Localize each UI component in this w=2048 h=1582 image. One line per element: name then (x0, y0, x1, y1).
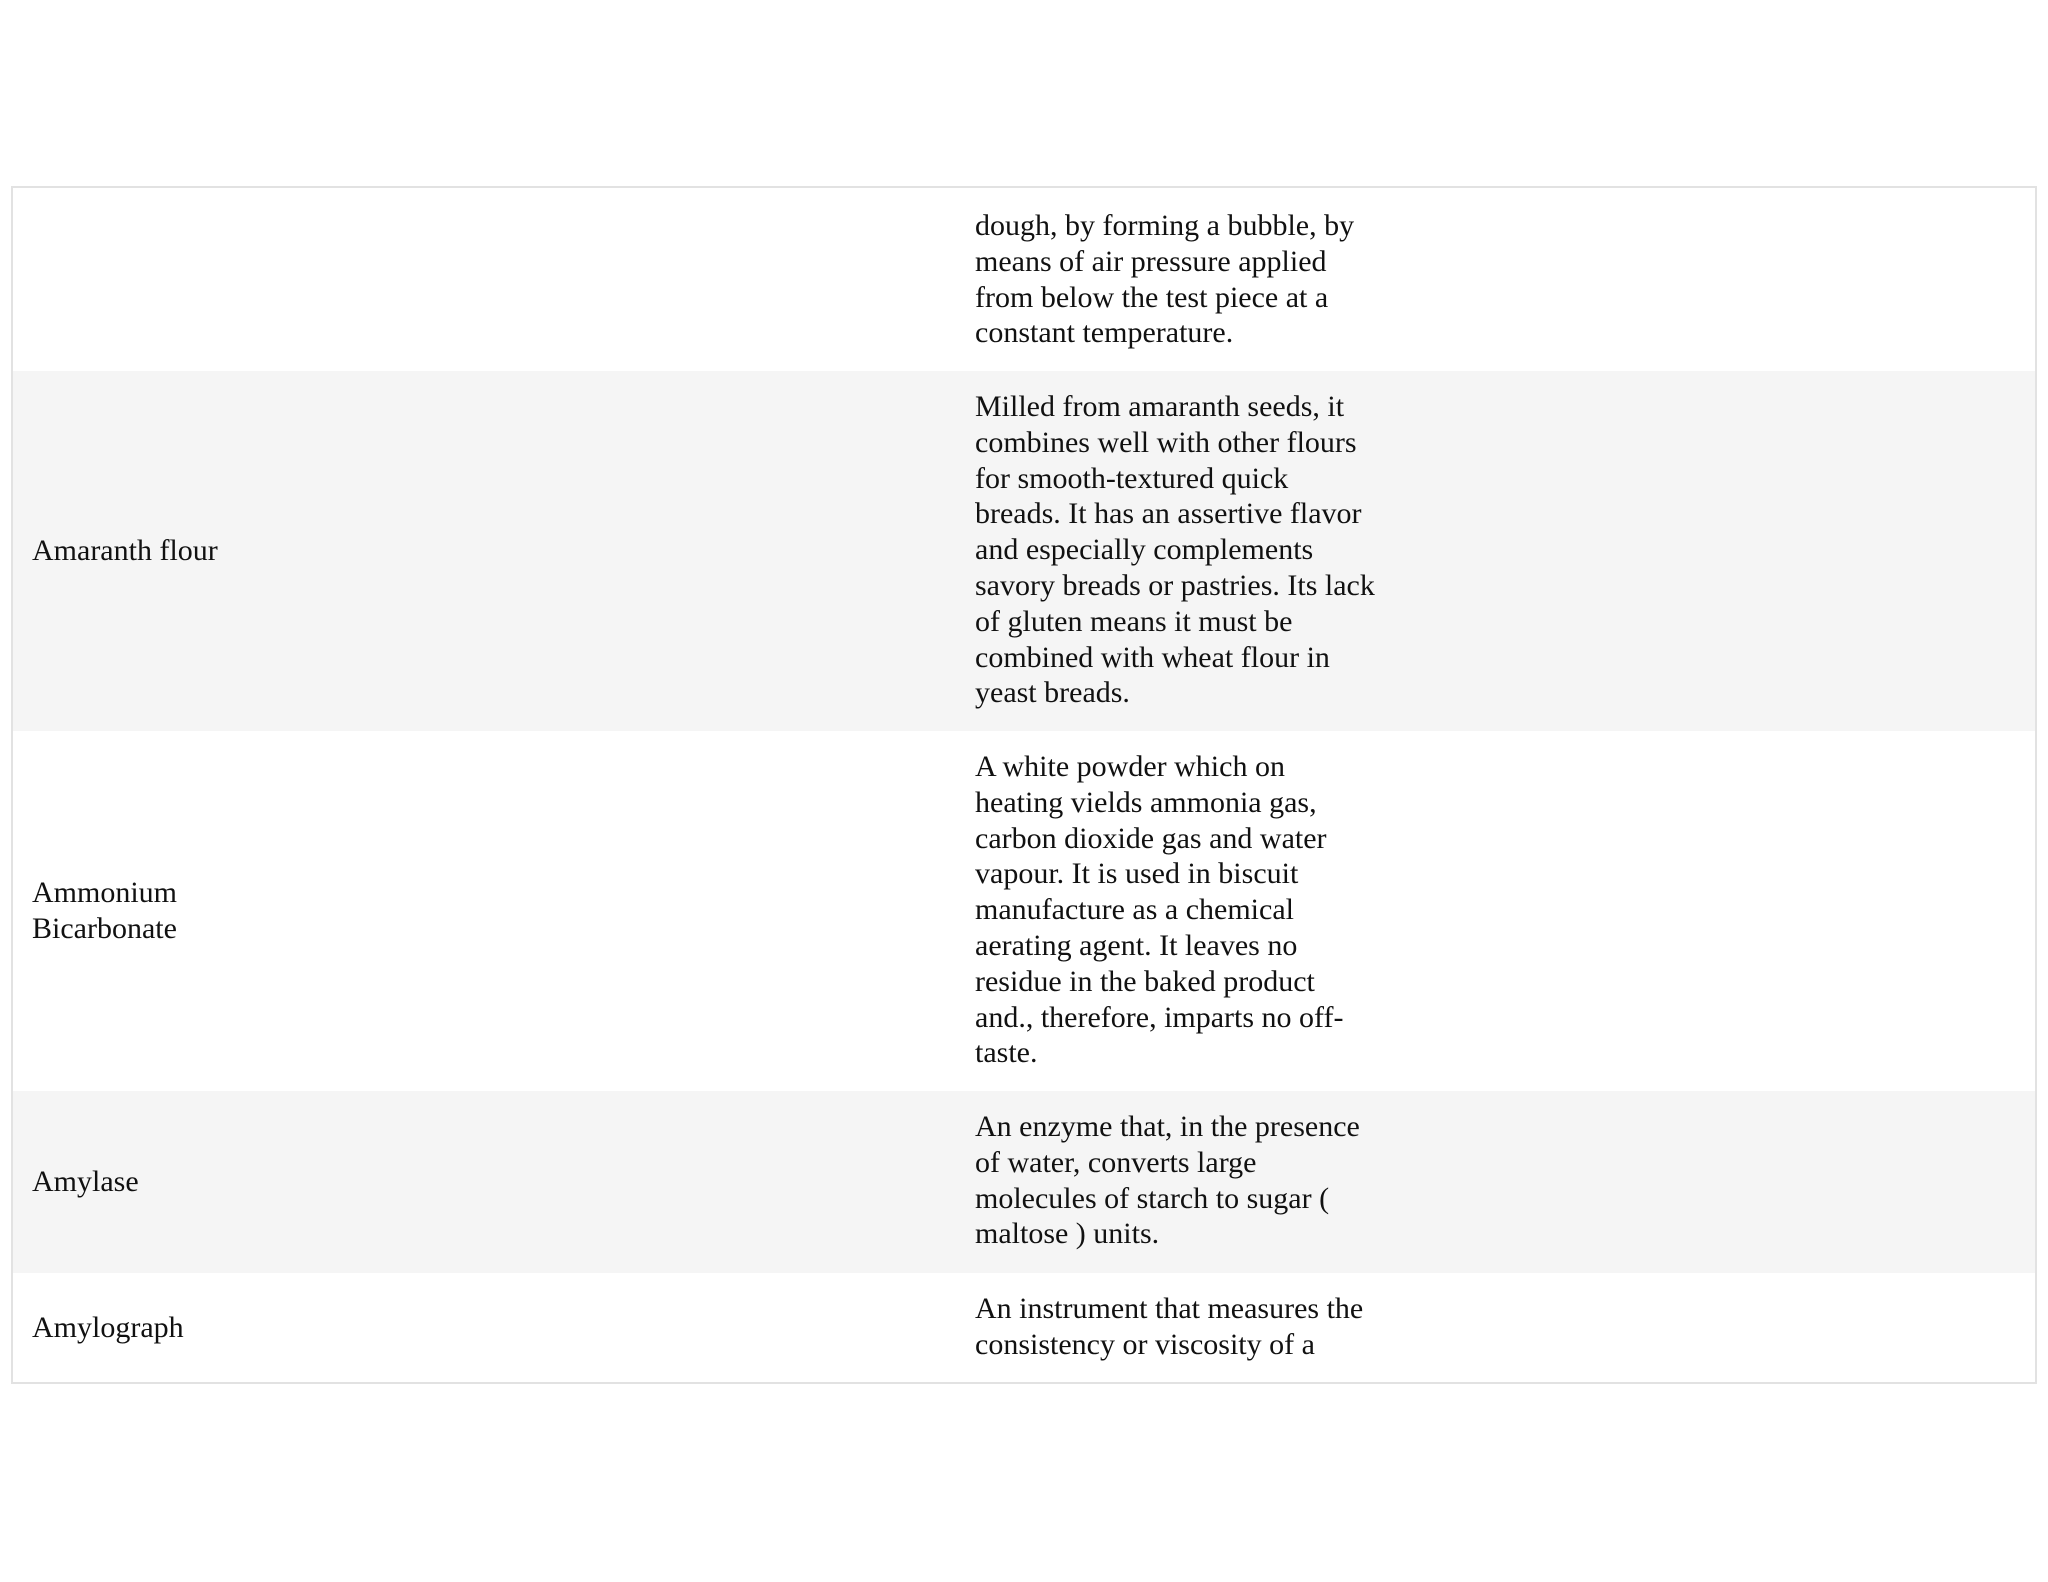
definition-cell: An instrument that measures the consistency or viscosity of a (975, 1292, 1364, 1361)
definition-cell: dough, by forming a bubble, by means of air pressure applied from below the test piece at a constant temperature. (975, 209, 1355, 350)
definition-cell: An enzyme that, in the presence of water, converts large molecules of starch to sugar ( maltose ) units. (975, 1110, 1360, 1251)
table-row (13, 371, 2035, 731)
table-row (13, 1091, 2035, 1273)
definition-cell: Milled from amaranth seeds, it combines well with other flours for smooth-textured quick breads. It has an assertive flavor and especially complements savory breads or pastries. Its lack of gluten means it must be combined with wheat flour in yeast breads. (975, 390, 1375, 710)
glossary-table (11, 186, 2037, 1384)
definition-cell: A white powder which on heating vields ammonia gas, carbon dioxide gas and water vapour. It is used in biscuit manufacture as a chemical aerating agent. It leaves no residue in the baked product and., therefore, imparts no off- taste. (975, 750, 1344, 1070)
table-row (13, 731, 2035, 1091)
table-row (13, 188, 2035, 371)
term-cell: Amaranth flour (32, 534, 218, 567)
term-cell: Amylograph (32, 1310, 184, 1344)
term-cell: Ammonium Bicarbonate (32, 876, 178, 945)
term-cell: Amylase (32, 1165, 139, 1198)
table-row (13, 1273, 2035, 1382)
